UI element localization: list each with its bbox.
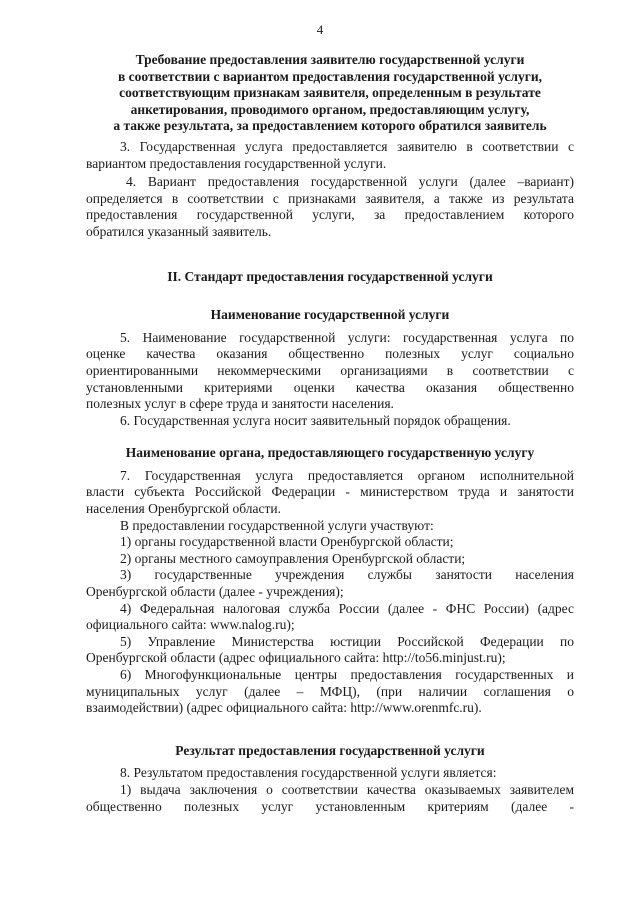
- text-line: 7. Государственная услуга предоставляется органом исполнительной: [120, 467, 574, 483]
- heading-line: соответствующим признакам заявителя, определенным в результате: [119, 85, 541, 101]
- text-line: 5. Наименование государственной услуги: государственная услуга по: [120, 329, 574, 345]
- list-item: 1) органы государственной власти Оренбургской области;: [120, 534, 454, 550]
- text-line: населения Оренбургской области.: [86, 501, 281, 517]
- text-line: власти субъекта Российской Федерации - министерством труда и занятости: [86, 484, 574, 500]
- text-line: вариантом предоставления государственной услуги.: [86, 155, 387, 171]
- page-number: 4: [316, 22, 324, 37]
- text-line: 3. Государственная услуга предоставляется заявителю в соответствии с: [120, 138, 574, 154]
- text-line: 8. Результатом предоставления государственной услуги является:: [120, 765, 497, 781]
- list-item: 3) государственные учреждения службы занятости населения: [120, 567, 574, 583]
- text-line: предоставления государственной услуги, за предоставлением которого: [86, 207, 574, 223]
- list-item: 5) Управление Министерства юстиции Российской Федерации по: [120, 633, 574, 649]
- paragraph-5: [86, 330, 574, 413]
- text-line: В предоставлении государственной услуги участвуют:: [120, 517, 434, 533]
- subheading-result: Результат предоставления государственной услуги: [175, 742, 485, 758]
- heading-requirements: [86, 52, 574, 135]
- text-line: Оренбургской области (далее - учреждения);: [86, 584, 344, 600]
- document-body: [86, 52, 574, 815]
- text-line: официального сайта: www.nalog.ru);: [86, 617, 295, 633]
- list-item: 4) Федеральная налоговая служба России (далее - ФНС России) (адрес: [120, 600, 574, 616]
- paragraph-3: [86, 139, 574, 172]
- subheading-organ: Наименование органа, предоставляющего государственную услугу: [125, 445, 535, 461]
- subheading-service-name: Наименование государственной услуги: [210, 307, 450, 323]
- paragraph-8: [86, 765, 574, 815]
- list-item: 6) Многофункциональные центры предоставления государственных и: [120, 667, 574, 682]
- paragraph-4: [86, 174, 574, 240]
- list-item: 2) органы местного самоуправления Оренбургской области;: [120, 550, 466, 566]
- heading-line: в соответствии с вариантом предоставления государственной услуги,: [117, 68, 543, 84]
- text-line: оценке качества оказания общественно полезных услуг социально: [86, 346, 574, 362]
- text-line: муниципальных услуг (далее – МФЦ), (при наличии соглашения о: [86, 683, 574, 699]
- text-line: определяется в соответствии с признаками заявителя, а также из результата: [86, 190, 574, 206]
- text-line: взаимодействии) (адрес официального сайта: http://www.orenmfc.ru).: [86, 700, 482, 716]
- heading-line: Требование предоставления заявителю государственной услуги: [135, 52, 525, 67]
- text-line: обратился указанный заявитель.: [86, 223, 272, 239]
- text-line: общественно полезных услуг установленным критериям (далее -: [86, 798, 574, 814]
- text-line: Оренбургской области (адрес официального сайта: http://to56.minjust.ru);: [86, 650, 506, 666]
- text-line: ориентированными некоммерческими организациями в соответствии с: [86, 362, 574, 378]
- text-line: 4. Вариант предоставления государственной услуги (далее –вариант): [126, 174, 574, 190]
- paragraph-7: [86, 468, 574, 717]
- text-line: полезных услуг в сфере труда и занятости населения.: [86, 396, 394, 412]
- list-item: 1) выдача заключения о соответствии качества оказываемых заявителем: [120, 781, 574, 797]
- text-line: 6. Государственная услуга носит заявительный порядок обращения.: [120, 412, 511, 428]
- paragraph-6: [86, 413, 574, 430]
- section-heading-ii: II. Стандарт предоставления государственной услуги: [167, 268, 493, 284]
- heading-line: а также результата, за предоставлением которого обратился заявитель: [113, 118, 547, 134]
- text-line: установленными критериями оценки качества оказания общественно: [86, 379, 574, 395]
- heading-line: анкетирования, проводимого органом, предоставляющим услугу,: [130, 101, 530, 117]
